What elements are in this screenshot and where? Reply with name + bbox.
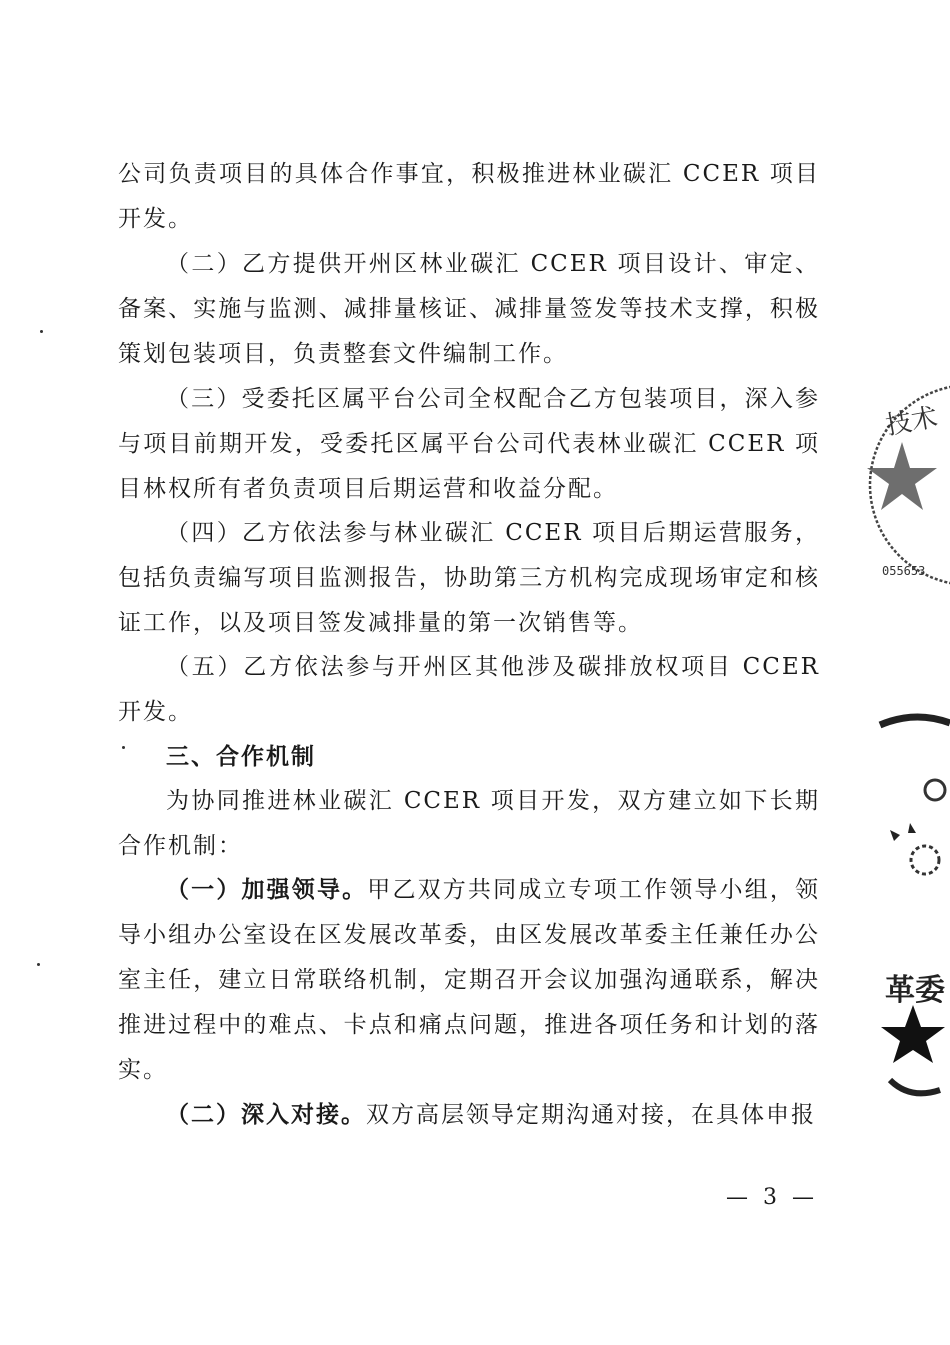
mechanism-1-lead: （一）加强领导。	[166, 877, 368, 903]
paragraph-item-3: （三）受委托区属平台公司全权配合乙方包装项目，深入参与项目前期开发，受委托区属平台公司代表林业碳汇 CCER 项目林权所有者负责项目后期运营和收益分配。	[118, 386, 820, 502]
paragraph-item-5: （五）乙方依法参与开州区其他涉及碳排放权项目 CCER 开发。	[118, 654, 820, 725]
seal-top-text: 技术	[883, 402, 940, 442]
paragraph-mechanism-1: （一）加强领导。甲乙双方共同成立专项工作领导小组，领导小组办公室设在区发展改革委，由区发展改革委主任兼任办公室主任，建立日常联络机制，定期召开会议加强沟通联系，解决推进过程中的难点、卡点和痛点问题，推进各项任务和计划的落实。	[118, 877, 821, 1083]
paragraph-mechanism-2: （二）深入对接。双方高层领导定期沟通对接，在具体申报	[166, 1102, 816, 1128]
section-heading: 三、合作机制	[166, 744, 316, 770]
paragraph-item-2: （二）乙方提供开州区林业碳汇 CCER 项目设计、审定、备案、实施与监测、减排量核证、减排量签发等技术支撑，积极策划包装项目，负责整套文件编制工作。	[118, 251, 820, 367]
page-number: — 3 —	[726, 1185, 818, 1210]
scan-speck	[40, 330, 43, 333]
paragraph-intro: 为协同推进林业碳汇 CCER 项目开发，双方建立如下长期合作机制：	[118, 788, 820, 859]
scan-speck	[122, 746, 125, 749]
paragraph-continued: 公司负责项目的具体合作事宜，积极推进林业碳汇 CCER 项目开发。	[118, 161, 820, 232]
scan-speck	[37, 963, 40, 966]
seal-stamp-top	[860, 380, 950, 590]
mechanism-2-lead: （二）深入对接。	[166, 1102, 366, 1128]
seal-top-number: 055653	[882, 564, 926, 578]
seal-stamp-bottom	[875, 705, 950, 1125]
seal-bottom-text: 革委	[885, 973, 945, 1008]
paragraph-item-4: （四）乙方依法参与林业碳汇 CCER 项目后期运营服务，包括负责编写项目监测报告，协助第三方机构完成现场审定和核证工作，以及项目签发减排量的第一次销售等。	[118, 520, 820, 636]
